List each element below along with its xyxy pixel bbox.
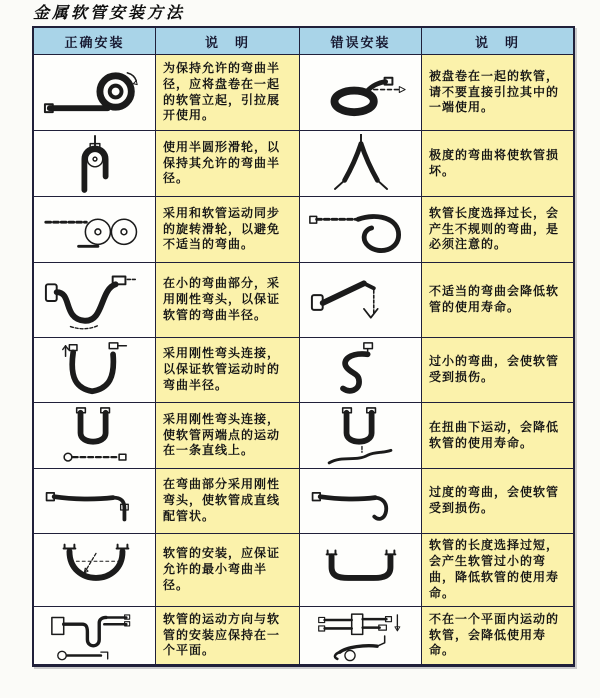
rigid-elbow-u-bend-icon (41, 341, 149, 400)
table-row-4-correct-image (34, 263, 155, 337)
header-wrong-note: 说 明 (422, 28, 573, 54)
excess-length-loop-icon (307, 200, 415, 260)
table-row-4-correct-note: 在小的弯曲部分，采用刚性弯头，以保证软管的弯曲半径。 (156, 263, 299, 337)
table-row-3-wrong-note: 软管长度选择过长，会产生不规则的弯曲，是必须注意的。 (422, 197, 573, 262)
table-row-7-correct-note: 在弯曲部分采用刚性弯头，使软管成直线配管状。 (156, 469, 299, 533)
table-row-2-correct-note: 使用半圆形滑轮，以保持其允许的弯曲半径。 (156, 131, 299, 196)
table-row-1-correct-note: 为保持允许的弯曲半径，应将盘卷在一起的软管立起，引拉展开使用。 (156, 55, 299, 130)
table-row-4-wrong-image (300, 263, 421, 337)
table-row-6-correct-note: 采用刚性弯头连接，使软管两端点的运动在一条直线上。 (156, 403, 299, 468)
table-row-3-wrong-image (300, 197, 421, 262)
twisted-motion-u-hose-icon (307, 406, 415, 466)
table-row-5-wrong-image (300, 338, 421, 402)
table-row-7-correct-image (34, 469, 155, 533)
table-row-1-wrong-image (300, 55, 421, 130)
page-title: 金属软管安装方法 (33, 5, 186, 22)
table-row-9-wrong-image (300, 607, 421, 664)
table-row-6-wrong-image (300, 403, 421, 468)
inline-motion-u-hose-icon (41, 406, 149, 466)
installation-table (32, 26, 575, 667)
table-row-2-correct-image (34, 131, 155, 196)
table-row-1-wrong-note: 被盘卷在一起的软管，请不要直接引拉其中的一端使用。 (422, 55, 573, 130)
too-small-bend-hook-icon (307, 341, 415, 400)
rigid-elbow-small-bend-icon (41, 266, 149, 334)
header-correct-install: 正确安装 (34, 28, 155, 54)
table-row-6-wrong-note: 在扭曲下运动，会降低软管的使用寿命。 (422, 403, 573, 468)
header-correct-note: 说 明 (156, 28, 299, 54)
table-row-8-wrong-image (300, 534, 421, 606)
straight-piping-elbow-icon (41, 472, 149, 531)
table-row-3-correct-image (34, 197, 155, 262)
table-row-8-correct-image (34, 534, 155, 606)
table-row-9-wrong-note: 不在一个平面内运动的软管，会降低使用寿命。 (422, 607, 573, 664)
table-row-9-correct-note: 软管的运动方向与软管的安装应保持在一个平面。 (156, 607, 299, 664)
improper-bend-icon (307, 266, 415, 334)
table-row-5-correct-note: 采用刚性弯头连接，以保证软管运动时的弯曲半径。 (156, 338, 299, 402)
over-bend-elbow-icon (307, 472, 415, 531)
coiled-hose-uncoil-icon (41, 58, 149, 127)
table-row-3-correct-note: 采用和软管运动同步的旋转滑轮，以避免不适当的弯曲。 (156, 197, 299, 262)
table-row-5-correct-image (34, 338, 155, 402)
coiled-hose-pull-end-icon (307, 58, 415, 127)
extreme-bend-hose-icon (307, 134, 415, 194)
semicircular-pulley-hose-icon (41, 134, 149, 194)
table-row-7-wrong-note: 过度的弯曲，会使软管受到损伤。 (422, 469, 573, 533)
single-plane-motion-icon (41, 609, 149, 661)
table-row-1-correct-image (34, 55, 155, 130)
table-row-9-correct-image (34, 607, 155, 664)
table-row-6-correct-image (34, 403, 155, 468)
table-row-8-wrong-note: 软管的长度选择过短，会产生软管过小的弯曲，降低软管的使用寿命。 (422, 534, 573, 606)
min-bend-radius-u-icon (41, 537, 149, 603)
table-row-5-wrong-note: 过小的弯曲，会使软管受到损伤。 (422, 338, 573, 402)
table-row-7-wrong-image (300, 469, 421, 533)
too-short-hose-icon (307, 537, 415, 603)
header-wrong-install: 错误安装 (300, 28, 421, 54)
table-row-2-wrong-note: 极度的弯曲将使软管损坏。 (422, 131, 573, 196)
out-of-plane-motion-icon (307, 609, 415, 661)
table-row-2-wrong-image (300, 131, 421, 196)
rotating-pulleys-hose-icon (41, 200, 149, 260)
table-row-4-wrong-note: 不适当的弯曲会降低软管的使用寿命。 (422, 263, 573, 337)
table-row-8-correct-note: 软管的安装，应保证允许的最小弯曲半径。 (156, 534, 299, 606)
